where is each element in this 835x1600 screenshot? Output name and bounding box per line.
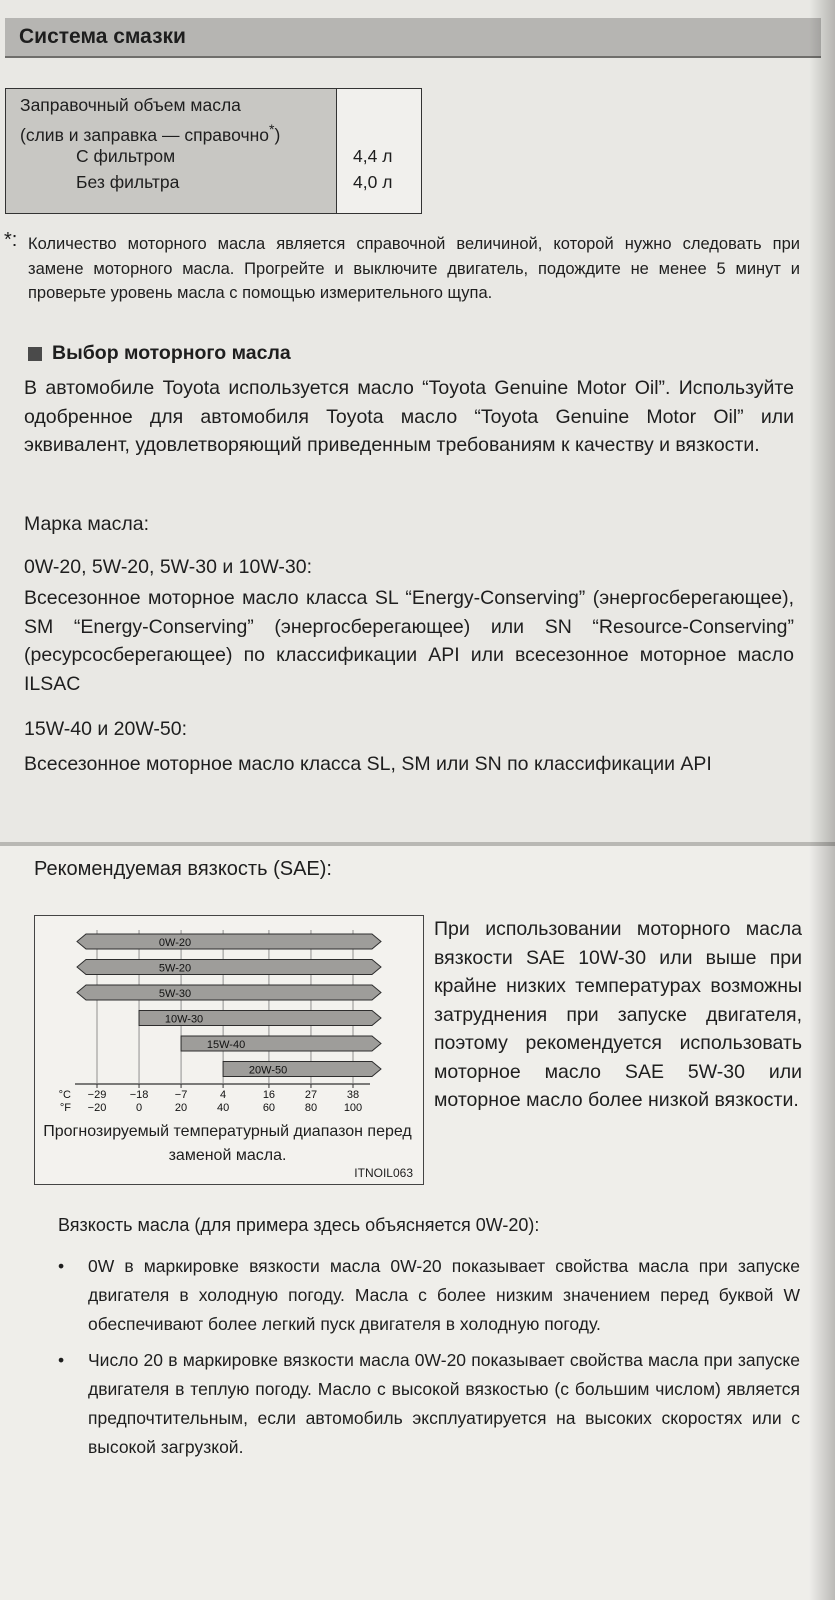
series-label: 20W-50 — [248, 1064, 288, 1077]
oil-selection-title: Выбор моторного масла — [52, 342, 291, 364]
series-label: 10W-30 — [164, 1013, 204, 1026]
oil-capacity-table — [5, 88, 422, 214]
tick-label-c: 38 — [346, 1089, 360, 1101]
list-item: • 0W в маркировке вязкости масла 0W-20 показывает свойства масла при запуске двигателя в холодную погоду. Масла с более низким значением перед буквой W обеспечивают более легкий пуск двигателя в холодную погоду. — [58, 1252, 800, 1339]
series-label: 0W-20 — [158, 937, 192, 949]
oil-intro-paragraph: В автомобиле Toyota используется масло “Toyota Genuine Motor Oil”. Используйте одобренное для автомобиля Toyota масло “Toyota Genuine Motor Oil” или эквивалент, удовлетворяющий приведенным требованиям к качеству и вязкости. — [24, 377, 794, 456]
capacity-values — [337, 89, 421, 213]
tick-label-f: 20 — [174, 1102, 188, 1114]
capacity-labels — [6, 89, 337, 213]
group1-description: Всесезонное моторное масло класса SL “Energy-Conserving” (энергосберегающее), SM “Energy-Conserving” (энергосберегающее) или SN “Resource-Conserving” (ресурсосберегающее) по классификации API или всесезонное моторное масло ILSAC — [24, 587, 794, 695]
tick-label-f: 40 — [216, 1102, 230, 1114]
axis-unit-c: °C — [58, 1089, 71, 1101]
tick-label-c: 27 — [304, 1089, 318, 1101]
chart-caption: Прогнозируемый температурный диапазон перед заменой масла. — [43, 1123, 412, 1164]
series-label: 5W-30 — [158, 988, 192, 1000]
tick-label-f: 100 — [343, 1102, 363, 1114]
with-filter-label: С фильтром — [76, 146, 176, 166]
group2-grades: 15W-40 и 20W-50: — [24, 718, 187, 740]
figure-code: ITNOIL063 — [354, 1166, 413, 1180]
viscosity-range-bar — [77, 960, 381, 975]
page-edge-shadow — [809, 0, 835, 1600]
viscosity-range-bar — [77, 985, 381, 1000]
square-bullet-icon — [28, 347, 42, 361]
group1-grades: 0W-20, 5W-20, 5W-30 и 10W-30: — [24, 556, 312, 578]
footnote-text: Количество моторного масла является справочной величиной, которой нужно следовать при замене моторного масла. Прогрейте и выключите двигатель, подождите не менее 5 минут и проверьте уровень масла с помощью измерительного щупа. — [28, 235, 800, 302]
axis-unit-f: °F — [59, 1102, 71, 1114]
series-label: 5W-20 — [158, 962, 192, 975]
section-title: Система смазки — [19, 25, 186, 48]
tick-label-c: −7 — [174, 1089, 188, 1101]
group2-description: Всесезонное моторное масло класса SL, SM или SN по классификации API — [24, 753, 712, 775]
footnote-mark: *: — [4, 229, 18, 251]
series-label: 15W-40 — [206, 1039, 246, 1051]
tick-label-f: 80 — [304, 1102, 318, 1114]
viscosity-bullets — [58, 1252, 800, 1469]
oil-grade-label: Марка масла: — [24, 513, 150, 535]
capacity-label-line1: Заправочный объем масла — [20, 95, 241, 115]
without-filter-value: 4,0 л — [353, 172, 393, 192]
tick-label-f: 60 — [262, 1102, 276, 1114]
bullet-dot-icon: • — [58, 1350, 65, 1370]
section-header — [5, 18, 821, 58]
tick-label-f: 0 — [135, 1102, 143, 1114]
viscosity-explanation-title: Вязкость масла (для примера здесь объясняется 0W-20): — [58, 1215, 540, 1235]
viscosity-range-chart — [35, 916, 423, 1116]
capacity-footnote — [0, 229, 800, 306]
page-divider — [0, 842, 835, 846]
asterisk-mark: * — [269, 121, 275, 137]
oil-selection-heading — [28, 342, 291, 365]
viscosity-range-bar — [77, 934, 381, 949]
tick-label-f: −20 — [87, 1102, 107, 1114]
with-filter-value: 4,4 л — [353, 146, 393, 166]
viscosity-chart — [34, 915, 424, 1185]
without-filter-label: Без фильтра — [76, 172, 180, 192]
tick-label-c: −29 — [87, 1089, 107, 1101]
low-temp-recommendation: При использовании моторного масла вязкости SAE 10W-30 или выше при крайне низких температурах возможны затруднения при запуске двигателя, поэтому рекомендуется использовать моторное масло SAE 5W-30 или моторное масло более низкой вязкости. — [434, 918, 802, 1111]
list-item: • Число 20 в маркировке вязкости масла 0W-20 показывает свойства масла при запуске двигателя в теплую погоду. Масло с высокой вязкостью (с большим числом) является предпочтительным, если автомобиль эксплуатируется на высоких скоростях или с высокой загрузкой. — [58, 1346, 800, 1462]
tick-label-c: 16 — [262, 1089, 276, 1101]
recommended-viscosity-title: Рекомендуемая вязкость (SAE): — [34, 858, 332, 880]
tick-label-c: −18 — [129, 1089, 149, 1101]
bullet-dot-icon: • — [58, 1256, 65, 1276]
capacity-label-line2: (слив и заправка — справочно*) — [20, 121, 281, 145]
viscosity-range-bar — [223, 1062, 381, 1077]
tick-label-c: 4 — [220, 1089, 227, 1101]
